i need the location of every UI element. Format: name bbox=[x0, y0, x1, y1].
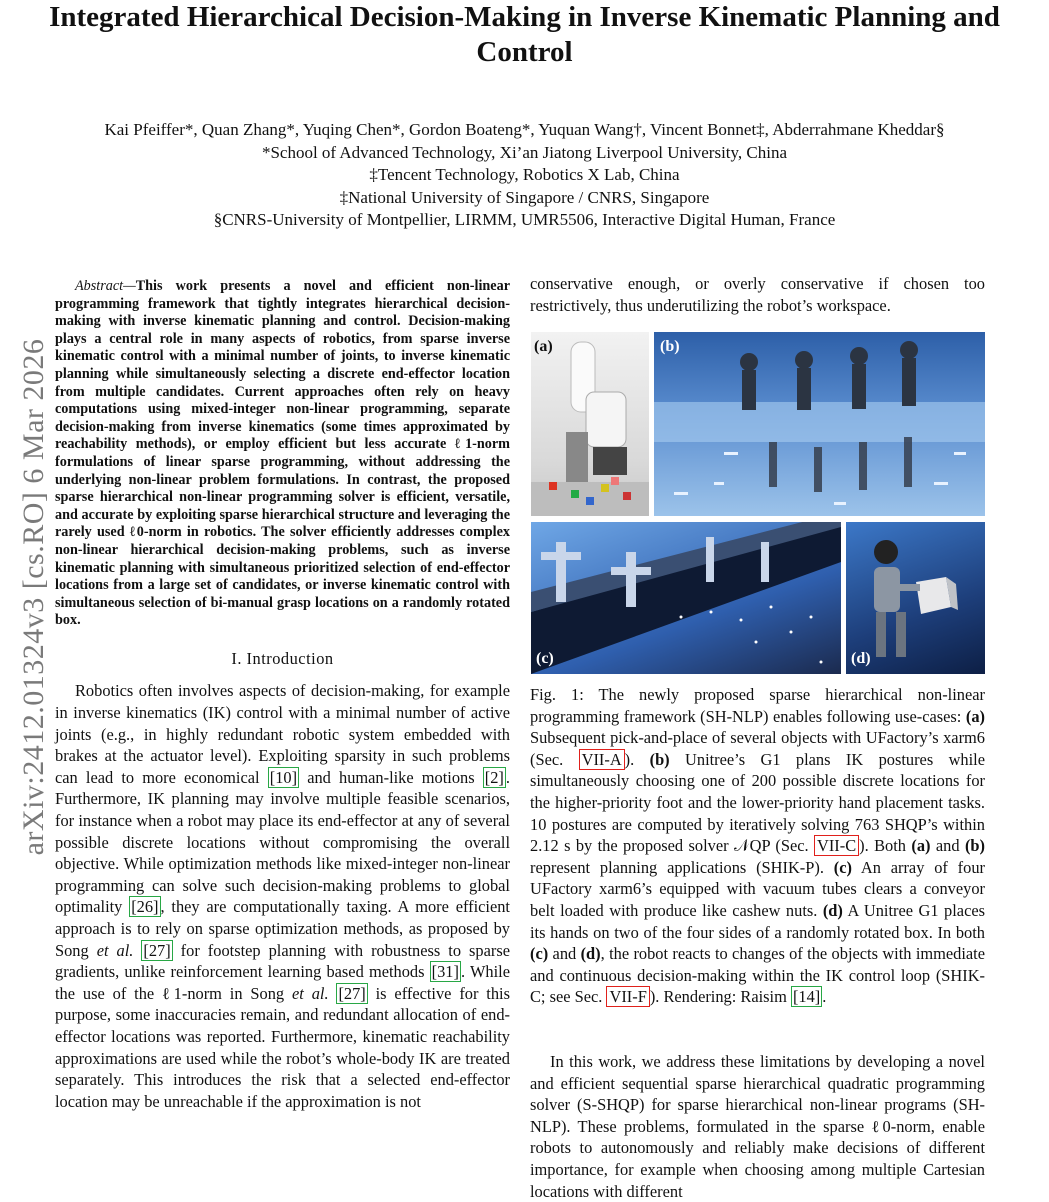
section-link[interactable]: VII-A bbox=[579, 749, 625, 770]
caption-text: , the robot reacts to changes of the objects with immediate and continuous decision-making within the IK control loop (SHIK-C; see Sec. bbox=[530, 944, 985, 1007]
section-link[interactable]: VII-C bbox=[814, 835, 859, 856]
author-list: Kai Pfeiffer*, Quan Zhang*, Yuqing Chen*, Gordon Boateng*, Yuquan Wang†, Vincent Bonnet‡, Abderrahmane Kheddar§ bbox=[104, 120, 945, 139]
caption-text: . bbox=[822, 987, 827, 1007]
caption-label: (b) bbox=[964, 836, 985, 856]
citation-link[interactable]: [31] bbox=[431, 962, 459, 982]
citation-link[interactable]: [10] bbox=[269, 767, 298, 787]
robot-arm-illustration bbox=[531, 332, 649, 516]
caption-text: ). bbox=[624, 749, 650, 769]
figure-panel-c bbox=[531, 522, 841, 674]
caption-text: and bbox=[930, 836, 965, 856]
intro-text: Robotics often involves aspects of decision-making, for example in inverse kinematics (IK) control with a minimal number of active joints (e.g., in highly redundant robotic system embedded with brakes at the actuator level). Exploiting sparsity in such problems can lead to more economical bbox=[55, 681, 510, 787]
citation-link[interactable]: [27] bbox=[143, 940, 171, 960]
intro-text: for footstep planning with robustness to sparse gradients, unlike reinforcement learning based methods bbox=[55, 940, 510, 982]
figure-panel-d bbox=[846, 522, 985, 674]
affiliation-4: §CNRS-University of Montpellier, LIRMM, UMR5506, Interactive Digital Human, France bbox=[213, 210, 836, 229]
figure-label-d: (d) bbox=[851, 650, 871, 667]
caption-text: Subsequent pick-and-place of several objects with UFactory’s xarm6 (Sec. bbox=[530, 728, 985, 769]
right-paragraph: In this work, we address these limitations by developing a novel and efficient sequential sparse hierarchical quadratic programming solver (S-SHQP) for sparse hierarchical non-linear programs (SH-NLP). These problems, formulated in the sparse ℓ0-norm, enable robots to autonomously and reliably make decisions of different importance, for example when choosing among multiple Cartesian locations with different bbox=[530, 1052, 985, 1201]
affiliation-3: ‡National University of Singapore / CNRS, Singapore bbox=[339, 188, 710, 207]
left-column bbox=[55, 278, 510, 1112]
affiliation-1: *School of Advanced Technology, Xi’an Jiatong Liverpool University, China bbox=[261, 143, 788, 162]
citation-link[interactable]: [14] bbox=[792, 987, 821, 1007]
intro-text: and human-like motions bbox=[299, 767, 483, 787]
intro-text: , they are computationally taxing. A more efficient approach is to rely on sparse optimization methods, as proposed by Song bbox=[55, 897, 510, 960]
et-al: et al. bbox=[96, 940, 134, 960]
figure-caption bbox=[530, 684, 985, 1008]
section-link[interactable]: VII-F bbox=[606, 986, 649, 1007]
figure-panel-b bbox=[654, 332, 985, 516]
arxiv-stamp: arXiv:2412.01324v3 [cs.RO] 6 Mar 2026 bbox=[17, 338, 50, 856]
caption-text: A Unitree G1 places its hands on two of the four sides of a randomly rotated box. In both bbox=[530, 900, 985, 942]
caption-text: ). Rendering: Raisim bbox=[649, 987, 791, 1007]
intro-text: . While the use of the ℓ1-norm in Song bbox=[55, 962, 510, 1003]
intro-paragraph bbox=[55, 680, 510, 1112]
citation-link[interactable]: [27] bbox=[338, 983, 366, 1003]
caption-text: ). Both bbox=[859, 836, 912, 856]
figure-label-a: (a) bbox=[534, 338, 553, 355]
caption-label: (a) bbox=[911, 836, 931, 856]
caption-label: (d) bbox=[822, 900, 843, 920]
humanoid-poses-illustration bbox=[654, 332, 985, 516]
caption-text: Unitree’s G1 plans IK postures while simultaneously choosing one of 200 possible discrete locations for the higher-priority foot and the lower-priority hand placement tasks. 10 postures are computed by iteratively solving 763 SHQP’s within 2.12 s by the proposed solver 𝒩QP (Sec. bbox=[530, 749, 985, 856]
citation-link[interactable]: [26] bbox=[131, 897, 159, 917]
figure-label-c: (c) bbox=[536, 650, 554, 667]
intro-text: is effective for this purpose, some inaccuracies remain, and redundant allocation of end-effector locations was reported. Furthermore, kinematic reachability approximations are used while the robot’s whole-body IK are treated separately. This introduces the risk that a selected end-effector location may be unreachable if the approximation is not bbox=[55, 983, 510, 1111]
caption-text: An array of four UFactory xarm6’s equipped with vacuum tubes clears a conveyor belt loaded with produce like cashew nuts. bbox=[530, 857, 985, 920]
conveyor-robots-illustration bbox=[531, 522, 841, 674]
figure-label-b: (b) bbox=[660, 338, 680, 355]
figure-panel-a bbox=[531, 332, 649, 516]
intro-text: . Furthermore, IK planning may involve multiple feasible scenarios, for instance when a robot may place its end-effector at any of several possible discrete locations without compromising the overall objective. While optimization methods like mixed-integer non-linear programming can solve such decision-making problems to global optimality bbox=[55, 767, 510, 917]
caption-label: (d) bbox=[580, 944, 601, 964]
et-al: et al. bbox=[292, 983, 329, 1003]
caption-text: and bbox=[548, 944, 581, 964]
caption-label: (c) bbox=[530, 944, 549, 964]
section-heading-introduction: I. Introduction bbox=[231, 648, 334, 668]
caption-text: represent planning applications (SHIK-P). bbox=[530, 857, 834, 877]
caption-label: (a) bbox=[965, 706, 985, 726]
caption-label: (b) bbox=[649, 749, 670, 769]
citation-link[interactable]: [2] bbox=[484, 767, 504, 787]
abstract bbox=[55, 278, 510, 630]
caption-label: (c) bbox=[833, 857, 852, 877]
abstract-text: This work presents a novel and efficient non-linear programming framework that tightly integrates hierarchical decision-making with inverse kinematic planning and control. Decision-making plays a central role in many aspects of robotics, from sparse inverse kinematic control with a minimal number of joints, to inverse kinematic planning while simultaneously selecting a discrete end-effector location from multiple candidates. Current approaches often rely on heavy computations using mixed-integer non-linear programming, separate decision-making from inverse kinematics (some times approximated by reachability methods), or employ efficient but less accurate ℓ1-norm formulations of linear sparse programming, without addressing the underlying non-linear problem formulations. In contrast, the proposed sparse hierarchical non-linear programming solver is efficient, versatile, and accurate by exploiting sparse hierarchical structure and leveraging the rarely used ℓ0-norm in robotics. The solver efficiently addresses complex non-linear hierarchical decision-making problems, such as inverse kinematic planning with simultaneous prioritized selection of end-effector locations from a large set of candidates, or inverse kinematic control with simultaneous selection of bi-manual grasp locations on a randomly rotated box. bbox=[55, 278, 510, 629]
paper-title: Integrated Hierarchical Decision-Making in Inverse Kinematic Planning and Control bbox=[49, 1, 1000, 68]
right-column-top: conservative enough, or overly conservative if chosen too restrictively, thus underutilizing the robot’s workspace. bbox=[530, 274, 985, 315]
affiliation-2: ‡Tencent Technology, Robotics X Lab, China bbox=[369, 165, 680, 184]
caption-text: Fig. 1: The newly proposed sparse hierarchical non-linear programming framework (SH-NLP) enables following use-cases: bbox=[530, 685, 985, 726]
abstract-lead: Abstract— bbox=[75, 278, 136, 294]
